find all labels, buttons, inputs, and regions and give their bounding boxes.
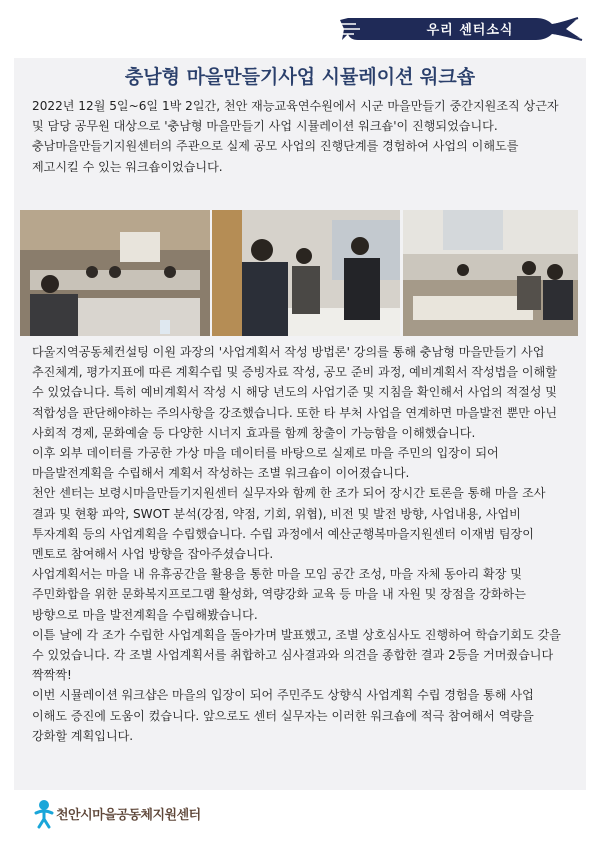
body-text xyxy=(32,342,568,746)
body-paragraph-2: 이후 외부 데이터를 가공한 가상 마을 데이터를 바탕으로 실제로 마을 주민의 입장이 되어 마을발전계획을 수립해서 계획서 작성하는 조별 워크숍이 이어졌습니다. xyxy=(32,446,499,481)
article-title: 충남형 마을만들기사업 시뮬레이션 워크숍 xyxy=(124,66,476,88)
intro-paragraph: 2022년 12월 5일~6일 1박 2일간, 천안 재능교육연수원에서 시군 마을만들기 중간지원조직 상근자 및 담당 공무원 대상으로 '충남형 마을만들기 사업 시뮬레이션 워크숍'이 진행되었습니다. 충남마을만들기지원센터의 주관으로 실제 공모 사업의 진행단계를 경험하여 사업의 이해도를 제고시킬 수 있는 워크숍이었습니다. xyxy=(32,99,559,174)
workshop-lecture-photo xyxy=(20,210,210,336)
banner-label: 우리 센터소식 xyxy=(426,23,514,38)
workshop-group-photo xyxy=(212,210,400,336)
body-paragraph-1: 다울지역공동체컨설팅 이원 과장의 '사업계획서 작성 방법론' 강의를 통해 충남형 마을만들기 사업 추진체계, 평가지표에 따른 계획수립 및 증빙자료 작성, 공모 준비 과정, 예비계획서 작성법을 이해할 수 있었습니다. 특히 예비계획서 작성 시 해당 년도의 사업기준 및 지침을 확인해서 사업의 적절성 및 적합성을 판단해야하는 주의사항을 강조했습니다. 또한 타 부처 사업을 연계하면 마을발전 뿐만 아닌 사회적 경제, 문화예술 등 다양한 시너지 효과를 함께 창출이 가능함을 이해했습니다. xyxy=(32,345,558,440)
center-logo xyxy=(34,799,254,829)
logo-text: 천안시마을공동체지원센터 xyxy=(56,808,201,823)
workshop-discussion-photo xyxy=(403,210,578,336)
body-paragraph-6: 이번 시뮬레이션 워크샵은 마을의 입장이 되어 주민주도 상향식 사업계획 수립 경험을 통해 사업 이해도 증진에 도움이 컸습니다. 앞으로도 센터 실무자는 이러한 워크숍에 적극 참여해서 역량을 강화할 계획입니다. xyxy=(32,688,534,743)
logo-figure-icon xyxy=(34,799,54,829)
section-banner xyxy=(340,14,590,44)
body-paragraph-3: 천안 센터는 보령시마을만들기지원센터 실무자와 함께 한 조가 되어 장시간 토론을 통해 마을 조사 결과 및 현황 파악, SWOT 분석(강점, 약점, 기회, 위협), 비전 및 발전 방향, 사업내용, 사업비 투자계획 등의 사업계획을 수립했습니다. 수립 과정에서 예산군행복마을지원센터 이재범 팀장이 멘토로 참여해서 사업 방향을 잡아주셨습니다. xyxy=(32,486,546,562)
photo-strip xyxy=(20,210,578,336)
body-paragraph-4: 사업계획서는 마을 내 유휴공간을 활용을 통한 마을 모임 공간 조성, 마을 자체 동아리 확장 및 주민화합을 위한 문화복지프로그램 활성화, 역량강화 교육 등 마을 내 자원 및 장점을 강화하는 방향으로 마을 발전계획을 수립해봤습니다. xyxy=(32,567,526,622)
body-paragraph-5: 이튿 날에 각 조가 수립한 사업계획을 돌아가며 발표했고, 조별 상호심사도 진행하여 학습기회도 갖을 수 있었습니다. 각 조별 사업계획서를 취합하고 심사결과와 의견을 종합한 결과 2등을 거머줬습니다 짝짝짝! xyxy=(32,627,561,683)
